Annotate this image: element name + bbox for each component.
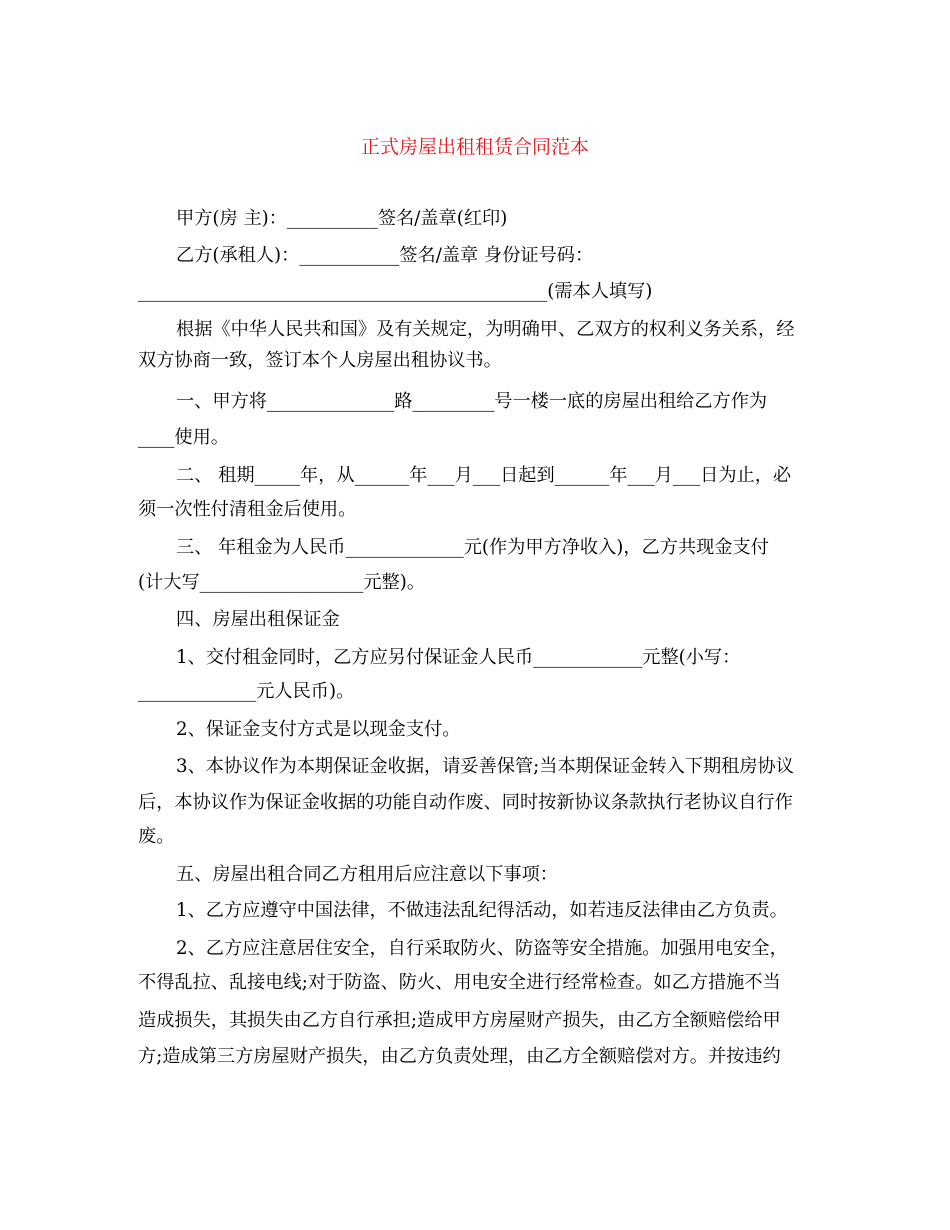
text-line-preamble-1: 根据《中华人民共和国》及有关规定，为明确甲、乙双方的权利义务关系，经 (176, 319, 795, 340)
text-line-clause-3-b: (计大写__________________元整)。 (138, 572, 426, 593)
text-line-party-b: 乙方(承租人)：___________签名/盖章 身份证号码： (176, 245, 594, 266)
text-line-clause-4-1-a: 1、交付租金同时，乙方应另付保证金人民币____________元整(小写： (176, 647, 741, 668)
text-line-clause-5-2-b: 不得乱拉、乱接电线;对于防盗、防火、用电安全进行经常检查。如乙方措施不当 (138, 972, 781, 993)
text-line-clause-5-1: 1、乙方应遵守中国法律，不做违法乱纪得活动，如若违反法律由乙方负责。 (176, 900, 788, 921)
text-line-clause-4-heading: 四、房屋出租保证金 (176, 609, 340, 630)
text-line-clause-1-b: ____使用。 (138, 427, 229, 448)
text-line-clause-3-a: 三、 年租金为人民币_____________元(作为甲方净收入)，乙方共现金支付 (176, 537, 769, 558)
text-line-clause-5-2-a: 2、乙方应注意居住安全，自行采取防火、防盗等安全措施。加强用电安全， (176, 938, 788, 959)
text-line-clause-1-a: 一、甲方将______________路_________号一楼一底的房屋出租给乙方作为 (176, 391, 768, 412)
text-line-clause-2-a: 二、 租期_____年，从______年___月___日起到______年___月___日为止，必 (176, 465, 792, 486)
text-line-party-a: 甲方(房 主)：__________签名/盖章(红印) (176, 208, 508, 229)
text-line-clause-5-2-d: 方;造成第三方房屋财产损失，由乙方负责处理，由乙方全额赔偿对方。并按违约 (138, 1046, 781, 1067)
text-line-clause-4-3-b: 后，本协议作为保证金收据的功能自动作废、同时按新协议条款执行老协议自行作 (138, 792, 793, 813)
text-line-clause-4-3-a: 3、本协议作为本期保证金收据，请妥善保管;当本期保证金转入下期租房协议 (176, 756, 794, 777)
text-line-clause-4-1-b: _____________元人民币)。 (138, 681, 355, 702)
text-line-clause-2-b: 须一次性付清租金后使用。 (138, 499, 357, 520)
document-title: 正式房屋出租租赁合同范本 (360, 136, 589, 158)
text-line-clause-5-heading: 五、房屋出租合同乙方租用后应注意以下事项： (176, 864, 558, 885)
text-line-id-fill: _____________________________________________(需本人填写) (138, 281, 653, 302)
text-line-clause-5-2-c: 造成损失，其损失由乙方自行承担;造成甲方房屋财产损失，由乙方全额赔偿给甲 (138, 1010, 781, 1031)
text-line-clause-4-3-c: 废。 (138, 826, 175, 847)
text-line-preamble-2: 双方协商一致，签订本个人房屋出租协议书。 (138, 350, 502, 371)
text-line-clause-4-2: 2、保证金支付方式是以现金支付。 (176, 719, 461, 740)
